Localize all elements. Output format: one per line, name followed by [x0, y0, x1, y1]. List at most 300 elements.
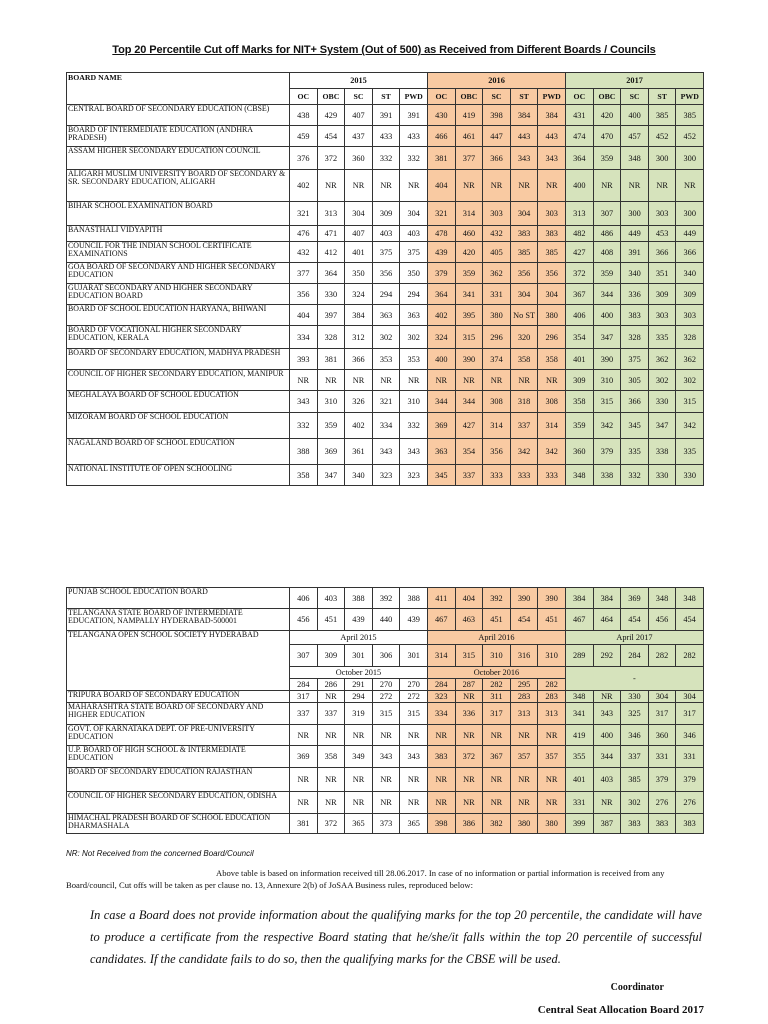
board-name-cell: BOARD OF SCHOOL EDUCATION HARYANA, BHIWANI [67, 305, 290, 326]
value-cell: 454 [317, 126, 345, 147]
value-cell: 331 [483, 284, 511, 305]
value-cell: NR [317, 170, 345, 202]
value-cell: 345 [428, 465, 456, 486]
value-cell: 401 [345, 242, 373, 263]
value-cell: 292 [593, 645, 621, 667]
value-cell: 340 [676, 263, 704, 284]
value-cell: 332 [400, 413, 428, 439]
board-name-cell: NATIONAL INSTITUTE OF OPEN SCHOOLING [67, 465, 290, 486]
value-cell: 310 [317, 391, 345, 413]
value-cell: 312 [345, 326, 373, 349]
value-cell: 286 [317, 679, 345, 691]
value-cell: 320 [510, 326, 538, 349]
value-cell: 272 [372, 691, 400, 703]
value-cell: 364 [428, 284, 456, 305]
value-cell: NR [290, 725, 318, 746]
value-cell: 390 [455, 349, 483, 370]
board-name-cell: GOA BOARD OF SECONDARY AND HIGHER SECONDARY EDUCATION [67, 263, 290, 284]
value-cell: 328 [676, 326, 704, 349]
coordinator-label: Coordinator [610, 982, 664, 993]
board-name-cell: GOVT. OF KARNATAKA DEPT. OF PRE-UNIVERSITY EDUCATION [67, 725, 290, 746]
value-cell: 306 [372, 645, 400, 667]
value-cell: 459 [290, 126, 318, 147]
value-cell: 412 [317, 242, 345, 263]
value-cell: 466 [428, 126, 456, 147]
value-cell: 383 [621, 305, 649, 326]
value-cell: 358 [290, 465, 318, 486]
value-cell: 460 [455, 226, 483, 242]
value-cell: NR [400, 725, 428, 746]
value-cell: 342 [510, 439, 538, 465]
value-cell: 447 [483, 126, 511, 147]
value-cell: 362 [648, 349, 676, 370]
value-cell: 323 [427, 691, 455, 703]
value-cell: 314 [483, 413, 511, 439]
value-cell: 383 [648, 814, 676, 834]
value-cell: 384 [593, 588, 621, 609]
value-cell: 456 [290, 609, 318, 631]
value-cell: 358 [317, 746, 345, 768]
value-cell: 372 [455, 746, 483, 768]
value-cell: 341 [565, 703, 593, 725]
value-cell: 336 [621, 284, 649, 305]
value-cell: 359 [593, 263, 621, 284]
value-cell: NR [483, 170, 511, 202]
value-cell: 302 [648, 370, 676, 391]
table-row [67, 147, 704, 170]
value-cell: 323 [372, 465, 400, 486]
board-name-cell: MEGHALAYA BOARD OF SCHOOL EDUCATION [67, 391, 290, 413]
value-cell: 464 [593, 609, 621, 631]
value-cell: 332 [621, 465, 649, 486]
value-cell: NR [538, 170, 566, 202]
value-cell: NR [455, 792, 483, 814]
table-row [67, 349, 704, 370]
value-cell: 353 [400, 349, 428, 370]
value-cell: 316 [510, 645, 538, 667]
category-header: OC [428, 89, 456, 105]
value-cell: 366 [648, 242, 676, 263]
value-cell: NR [317, 725, 345, 746]
value-cell: NR [372, 170, 400, 202]
board-name-cell: BOARD OF VOCATIONAL HIGHER SECONDARY EDUCATION, KERALA [67, 326, 290, 349]
category-header: OC [290, 89, 318, 105]
value-cell: 284 [621, 645, 649, 667]
value-cell: 392 [483, 588, 511, 609]
board-name-cell: MAHARASHTRA STATE BOARD OF SECONDARY AND HIGHER EDUCATION [67, 703, 290, 725]
value-cell: 270 [400, 679, 428, 691]
table-row [67, 202, 704, 226]
value-cell: 317 [648, 703, 676, 725]
value-cell: NR [483, 725, 511, 746]
value-cell: 313 [317, 202, 345, 226]
value-cell: 303 [538, 202, 566, 226]
board-name-cell: TELANGANA OPEN SCHOOL SOCIETY HYDERABAD [67, 631, 290, 691]
value-cell: 369 [621, 588, 649, 609]
value-cell: 363 [372, 305, 400, 326]
value-cell: 295 [510, 679, 538, 691]
value-cell: 330 [648, 391, 676, 413]
value-cell: 309 [648, 284, 676, 305]
value-cell: 300 [621, 202, 649, 226]
table-row [67, 631, 704, 645]
value-cell: 390 [510, 588, 538, 609]
value-cell: 282 [648, 645, 676, 667]
value-cell: 326 [345, 391, 373, 413]
value-cell: 402 [345, 413, 373, 439]
value-cell: 385 [676, 105, 704, 126]
value-cell: 348 [565, 691, 593, 703]
value-cell: 319 [345, 703, 373, 725]
value-cell: 438 [290, 105, 318, 126]
value-cell: 367 [483, 746, 511, 768]
value-cell: 381 [317, 349, 345, 370]
value-cell: NR [400, 170, 428, 202]
value-cell: 304 [538, 284, 566, 305]
year-header-2017: 2017 [566, 73, 704, 89]
value-cell: 357 [538, 746, 566, 768]
value-cell: 431 [566, 105, 594, 126]
value-cell: 384 [510, 105, 538, 126]
value-cell: 336 [455, 703, 483, 725]
table-row [67, 305, 704, 326]
value-cell: NR [538, 768, 566, 792]
value-cell: NR [593, 170, 621, 202]
value-cell: 451 [538, 609, 566, 631]
value-cell: 408 [593, 242, 621, 263]
value-cell: 398 [427, 814, 455, 834]
value-cell: NR [483, 768, 511, 792]
board-name-cell: ALIGARH MUSLIM UNIVERSITY BOARD OF SECONDARY & SR. SECONDARY EDUCATION, ALIGARH [67, 170, 290, 202]
value-cell: 454 [621, 609, 649, 631]
value-cell: 403 [372, 226, 400, 242]
value-cell: 310 [483, 645, 511, 667]
value-cell: 303 [648, 305, 676, 326]
value-cell: 300 [676, 202, 704, 226]
value-cell: 384 [538, 105, 566, 126]
quoted-rule: In case a Board does not provide information about the qualifying marks for the top 20 percentile, the candidate will have to produce a certificate from the respective Board stating that he/she/it falls within the top 20 percentile of successful candidates. If the candidate fails to do so, then the qualifying marks for the CBSE will be used. [90, 908, 702, 966]
session-label: October 2016 [427, 667, 565, 679]
value-cell: 310 [538, 645, 566, 667]
value-cell: 377 [455, 147, 483, 170]
value-cell: 303 [483, 202, 511, 226]
value-cell: 384 [565, 588, 593, 609]
value-cell: 358 [510, 349, 538, 370]
value-cell: 388 [290, 439, 318, 465]
value-cell: 317 [483, 703, 511, 725]
value-cell: 310 [593, 370, 621, 391]
board-name-cell: TRIPURA BOARD OF SECONDARY EDUCATION [67, 691, 290, 703]
value-cell: 404 [428, 170, 456, 202]
value-cell: 433 [400, 126, 428, 147]
value-cell: 482 [566, 226, 594, 242]
table-row [67, 326, 704, 349]
value-cell: 401 [565, 768, 593, 792]
board-name-cell: NAGALAND BOARD OF SCHOOL EDUCATION [67, 439, 290, 465]
not-available-cell: - [565, 667, 703, 691]
table-row [67, 703, 704, 725]
value-cell: 407 [345, 226, 373, 242]
value-cell: 334 [427, 703, 455, 725]
value-cell: 461 [455, 126, 483, 147]
value-cell: 369 [290, 746, 318, 768]
value-cell: 300 [648, 147, 676, 170]
value-cell: 403 [400, 226, 428, 242]
value-cell: 315 [400, 703, 428, 725]
session-label: April 2015 [290, 631, 428, 645]
value-cell: 400 [428, 349, 456, 370]
value-cell: NR [345, 370, 373, 391]
value-cell: 321 [372, 391, 400, 413]
value-cell: 284 [290, 679, 318, 691]
value-cell: 332 [400, 147, 428, 170]
table-row [67, 588, 704, 609]
category-header: SC [621, 89, 649, 105]
value-cell: NR [345, 725, 373, 746]
value-cell: NR [317, 792, 345, 814]
value-cell: 330 [676, 465, 704, 486]
value-cell: 343 [593, 703, 621, 725]
table-row [67, 263, 704, 284]
value-cell: 302 [621, 792, 649, 814]
board-name-cell: U.P. BOARD OF HIGH SCHOOL & INTERMEDIATE EDUCATION [67, 746, 290, 768]
value-cell: 356 [483, 439, 511, 465]
board-name-cell: COUNCIL OF HIGHER SECONDARY EDUCATION, ODISHA [67, 792, 290, 814]
value-cell: 439 [400, 609, 428, 631]
value-cell: 270 [372, 679, 400, 691]
session-label: October 2015 [290, 667, 428, 679]
value-cell: 348 [566, 465, 594, 486]
value-cell: 334 [372, 413, 400, 439]
value-cell: 302 [400, 326, 428, 349]
value-cell: NR [455, 170, 483, 202]
value-cell: 287 [455, 679, 483, 691]
value-cell: 350 [345, 263, 373, 284]
value-cell: 294 [372, 284, 400, 305]
value-cell: 362 [483, 263, 511, 284]
value-cell: 359 [593, 147, 621, 170]
value-cell: 282 [538, 679, 566, 691]
value-cell: 321 [290, 202, 318, 226]
value-cell: 406 [290, 588, 318, 609]
value-cell: 399 [565, 814, 593, 834]
value-cell: 304 [400, 202, 428, 226]
value-cell: NR [510, 768, 538, 792]
value-cell: NR [345, 768, 373, 792]
value-cell: 301 [400, 645, 428, 667]
value-cell: 358 [538, 349, 566, 370]
value-cell: 353 [372, 349, 400, 370]
value-cell: 478 [428, 226, 456, 242]
value-cell: 332 [372, 147, 400, 170]
year-header-2015: 2015 [290, 73, 428, 89]
category-header: PWD [676, 89, 704, 105]
value-cell: 373 [372, 814, 400, 834]
value-cell: 340 [621, 263, 649, 284]
value-cell: 407 [345, 105, 373, 126]
value-cell: 372 [317, 814, 345, 834]
value-cell: 359 [566, 413, 594, 439]
value-cell: 315 [455, 326, 483, 349]
value-cell: 383 [427, 746, 455, 768]
value-cell: 360 [648, 725, 676, 746]
value-cell: 451 [317, 609, 345, 631]
board-name-cell: MIZORAM BOARD OF SCHOOL EDUCATION [67, 413, 290, 439]
value-cell: NR [428, 370, 456, 391]
value-cell: NR [455, 768, 483, 792]
value-cell: 272 [400, 691, 428, 703]
value-cell: 318 [510, 391, 538, 413]
value-cell: 304 [648, 691, 676, 703]
value-cell: 309 [676, 284, 704, 305]
value-cell: 388 [400, 588, 428, 609]
value-cell: 474 [566, 126, 594, 147]
value-cell: 383 [676, 814, 704, 834]
value-cell: 302 [372, 326, 400, 349]
value-cell: 366 [483, 147, 511, 170]
table-row [67, 284, 704, 305]
value-cell: 397 [317, 305, 345, 326]
value-cell: 386 [455, 814, 483, 834]
value-cell: 403 [593, 768, 621, 792]
value-cell: 380 [510, 814, 538, 834]
value-cell: 317 [676, 703, 704, 725]
value-cell: 304 [510, 284, 538, 305]
value-cell: 348 [621, 147, 649, 170]
value-cell: 457 [621, 126, 649, 147]
value-cell: 342 [593, 413, 621, 439]
value-cell: 343 [372, 746, 400, 768]
value-cell: 308 [483, 391, 511, 413]
table-row [67, 814, 704, 834]
value-cell: 470 [593, 126, 621, 147]
value-cell: 395 [455, 305, 483, 326]
table-row [67, 691, 704, 703]
value-cell: 309 [317, 645, 345, 667]
value-cell: 333 [510, 465, 538, 486]
value-cell: 330 [621, 691, 649, 703]
value-cell: 377 [290, 263, 318, 284]
board-name-cell: ASSAM HIGHER SECONDARY EDUCATION COUNCIL [67, 147, 290, 170]
value-cell: 391 [372, 105, 400, 126]
value-cell: 331 [676, 746, 704, 768]
value-cell: 337 [455, 465, 483, 486]
value-cell: 328 [621, 326, 649, 349]
value-cell: 343 [510, 147, 538, 170]
value-cell: 406 [566, 305, 594, 326]
value-cell: 430 [428, 105, 456, 126]
value-cell: 343 [538, 147, 566, 170]
value-cell: 432 [483, 226, 511, 242]
value-cell: 343 [400, 746, 428, 768]
value-cell: 301 [345, 645, 373, 667]
value-cell: 303 [676, 305, 704, 326]
value-cell: 385 [510, 242, 538, 263]
value-cell: 366 [621, 391, 649, 413]
value-cell: 366 [345, 349, 373, 370]
value-cell: 296 [483, 326, 511, 349]
value-cell: 401 [566, 349, 594, 370]
table-row [67, 413, 704, 439]
value-cell: 317 [290, 691, 318, 703]
value-cell: 372 [317, 147, 345, 170]
value-cell: 333 [538, 465, 566, 486]
value-cell: 342 [676, 413, 704, 439]
value-cell: 309 [372, 202, 400, 226]
value-cell: 304 [510, 202, 538, 226]
value-cell: 452 [676, 126, 704, 147]
value-cell: 369 [317, 439, 345, 465]
value-cell: 341 [455, 284, 483, 305]
value-cell: 338 [648, 439, 676, 465]
value-cell: 411 [427, 588, 455, 609]
value-cell: 391 [400, 105, 428, 126]
value-cell: 284 [427, 679, 455, 691]
value-cell: 302 [676, 370, 704, 391]
table-row [67, 725, 704, 746]
value-cell: 451 [483, 609, 511, 631]
value-cell: 346 [676, 725, 704, 746]
value-cell: 321 [428, 202, 456, 226]
board-name-cell: COUNCIL OF HIGHER SECONDARY EDUCATION, MANIPUR [67, 370, 290, 391]
value-cell: 346 [621, 725, 649, 746]
value-cell: 337 [621, 746, 649, 768]
value-cell: 376 [290, 147, 318, 170]
value-cell: 427 [566, 242, 594, 263]
value-cell: 354 [455, 439, 483, 465]
value-cell: 340 [345, 465, 373, 486]
value-cell: 337 [317, 703, 345, 725]
value-cell: 398 [483, 105, 511, 126]
value-cell: 400 [566, 170, 594, 202]
value-cell: 375 [621, 349, 649, 370]
value-cell: 354 [566, 326, 594, 349]
value-cell: NR [345, 170, 373, 202]
value-cell: 432 [290, 242, 318, 263]
value-cell: NR [538, 725, 566, 746]
value-cell: 323 [400, 465, 428, 486]
value-cell: 313 [510, 703, 538, 725]
value-cell: NR [400, 792, 428, 814]
value-cell: 343 [290, 391, 318, 413]
value-cell: 380 [483, 305, 511, 326]
value-cell: 359 [455, 263, 483, 284]
value-cell: 335 [621, 439, 649, 465]
board-name-cell: GUJARAT SECONDARY AND HIGHER SECONDARY EDUCATION BOARD [67, 284, 290, 305]
value-cell: 420 [593, 105, 621, 126]
value-cell: 381 [290, 814, 318, 834]
value-cell: NR [427, 725, 455, 746]
value-cell: 344 [428, 391, 456, 413]
page-title: Top 20 Percentile Cut off Marks for NIT+ System (Out of 500) as Received from Different Boards / Councils [112, 44, 656, 56]
board-name-cell: TELANGANA STATE BOARD OF INTERMEDIATE EDUCATION, NAMPALLY HYDERABAD-500001 [67, 609, 290, 631]
board-name-cell: PUNJAB SCHOOL EDUCATION BOARD [67, 588, 290, 609]
value-cell: 383 [510, 226, 538, 242]
value-cell: 467 [565, 609, 593, 631]
value-cell: 419 [455, 105, 483, 126]
value-cell: NR [483, 792, 511, 814]
value-cell: 419 [565, 725, 593, 746]
value-cell: 383 [621, 814, 649, 834]
value-cell: 440 [372, 609, 400, 631]
value-cell: 449 [676, 226, 704, 242]
value-cell: NR [510, 792, 538, 814]
value-cell: NR [290, 792, 318, 814]
value-cell: 294 [345, 691, 373, 703]
value-cell: 402 [428, 305, 456, 326]
value-cell: 345 [621, 413, 649, 439]
board-name-cell: HIMACHAL PRADESH BOARD OF SCHOOL EDUCATION DHARMASHALA [67, 814, 290, 834]
